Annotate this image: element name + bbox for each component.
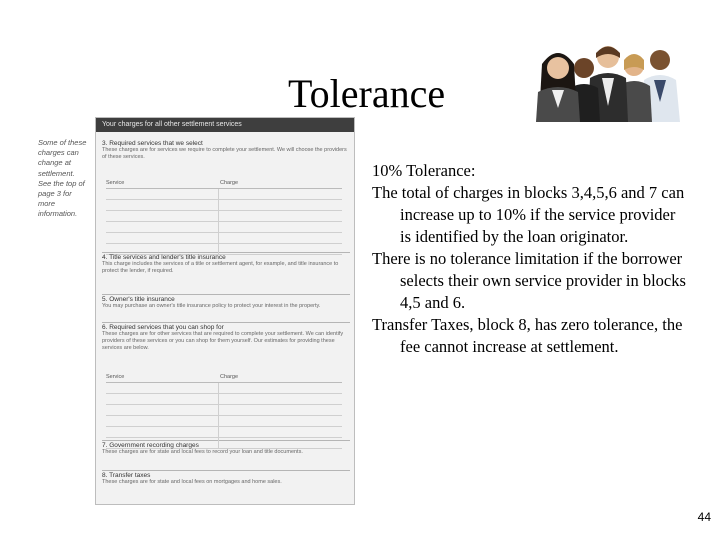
form-block-3 — [102, 140, 350, 253]
form-table — [106, 188, 342, 255]
slide-body — [372, 160, 690, 358]
form-block-desc: These charges are for state and local fees on mortgages and home sales. — [102, 479, 282, 485]
form-block-5 — [102, 296, 350, 323]
slide-title: Tolerance — [288, 71, 446, 116]
form-block-8 — [102, 472, 350, 502]
charge-column-label: Charge — [220, 374, 239, 380]
form-block-title: 6. Required services that you can shop for — [102, 324, 224, 331]
form-block-title: 4. Title services and lender's title insurance — [102, 254, 226, 261]
form-block-6 — [102, 324, 350, 441]
charge-column-label: Charge — [220, 180, 239, 186]
business-people-photo — [522, 40, 684, 122]
person-1 — [536, 53, 580, 122]
body-paragraph: Transfer Taxes, block 8, has zero tolerance, the fee cannot increase at settlement. — [372, 315, 683, 356]
page-number: 44 — [697, 510, 711, 524]
body-paragraph: The total of charges in blocks 3,4,5,6 and 7 can increase up to 10% if the service provider is identified by the loan originator. — [372, 183, 685, 246]
form-header: Your charges for all other settlement services — [96, 118, 354, 132]
service-column-label: Service — [106, 374, 125, 380]
form-block-title: 8. Transfer taxes — [102, 472, 151, 479]
service-column-label: Service — [106, 180, 125, 186]
settlement-form-image — [95, 117, 355, 505]
form-block-7 — [102, 442, 350, 471]
form-block-title: 7. Government recording charges — [102, 442, 199, 449]
body-paragraph: There is no tolerance limitation if the borrower selects their own service provider in blocks 4,5 and 6. — [372, 249, 686, 312]
form-block-desc: These charges are for services we require to complete your settlement. We will choose the providers of these services. — [102, 147, 347, 160]
form-block-4 — [102, 254, 350, 295]
form-block-desc: You may purchase an owner's title insurance policy to protect your interest in the property. — [102, 303, 321, 309]
form-block-desc: These charges are for state and local fees to record your loan and title documents. — [102, 449, 303, 455]
form-block-title: 5. Owner's title insurance — [102, 296, 175, 303]
form-table — [106, 382, 342, 449]
body-heading: 10% Tolerance: — [372, 161, 476, 180]
form-block-desc: This charge includes the services of a title or settlement agent, for example, and title insurance to protect the lender, if required. — [102, 261, 339, 274]
form-block-title: 3. Required services that we select — [102, 140, 203, 147]
form-side-note: Some of these charges can change at settlement. See the top of page 3 for more information. — [38, 138, 87, 219]
form-block-desc: These charges are for other services that are required to complete your settlement. We can identify providers of these services or you can shop for them yourself. Our estimates for providing these services are below. — [102, 331, 344, 351]
